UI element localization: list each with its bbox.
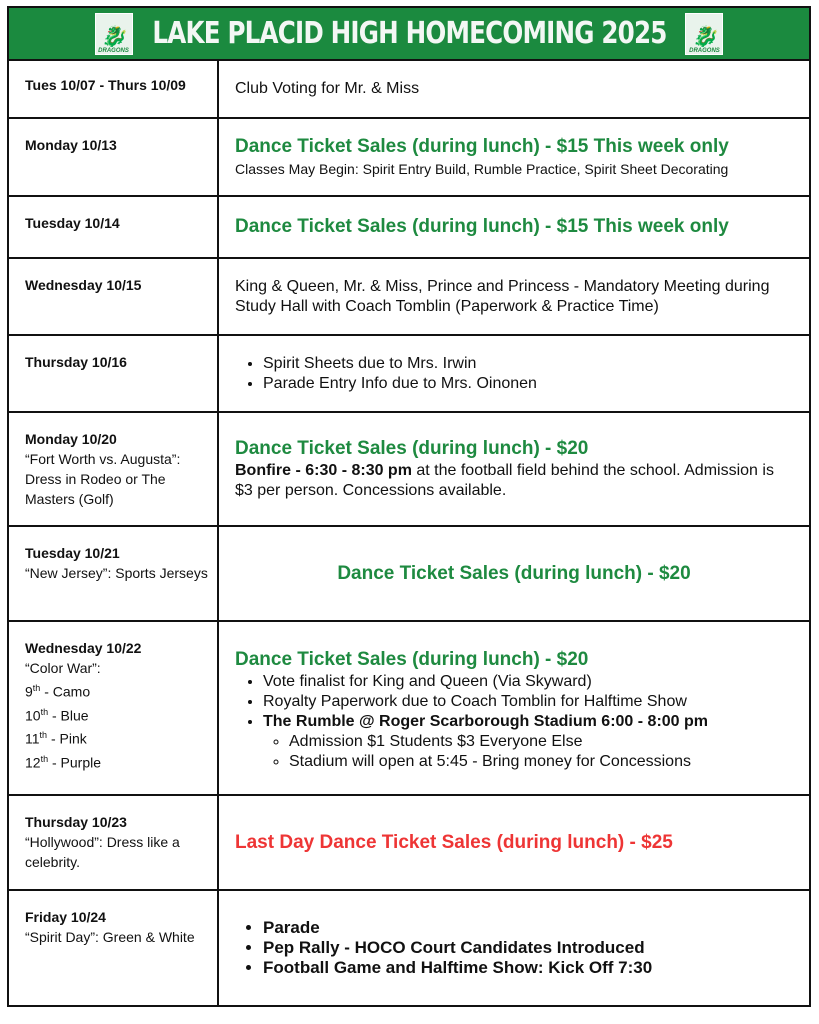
- dress-theme: “Color War”:: [25, 660, 101, 676]
- event-text: Club Voting for Mr. & Miss: [235, 80, 420, 97]
- title-banner: [9, 8, 809, 61]
- list-item: • Parade: [263, 918, 793, 938]
- ticket-sales-headline: Dance Ticket Sales (during lunch) - $20: [337, 562, 691, 584]
- event-detail: Classes May Begin: Spirit Entry Build, Rumble Practice, Spirit Sheet Decorating: [235, 161, 729, 177]
- date-label: Tuesday 10/14: [25, 215, 120, 231]
- date-label: Monday 10/13: [25, 137, 117, 153]
- schedule-row: [9, 413, 809, 527]
- page-title: LAKE PLACID HIGH HOMECOMING 2025: [151, 16, 667, 51]
- schedule-row: [9, 197, 809, 259]
- date-label: Wednesday 10/22: [25, 640, 142, 656]
- ticket-sales-headline: Dance Ticket Sales (during lunch) - $20: [235, 438, 589, 459]
- event-detail: at the football field behind the school. Admission is $3 per person. Concessions available.: [235, 462, 774, 499]
- date-label: Wednesday 10/15: [25, 277, 142, 293]
- list-item: • Pep Rally - HOCO Court Candidates Introduced: [263, 938, 793, 958]
- schedule-row: [9, 527, 809, 622]
- schedule-row: [9, 891, 809, 1005]
- schedule-row: [9, 622, 809, 796]
- sub-list-item: ◦ Admission $1 Students $3 Everyone Else: [289, 732, 793, 752]
- homecoming-schedule: [7, 6, 811, 1007]
- dress-theme: “Hollywood”: Dress like a celebrity.: [25, 834, 180, 870]
- date-label: Tuesday 10/21: [25, 545, 120, 561]
- schedule-row: [9, 61, 809, 119]
- last-day-headline: Last Day Dance Ticket Sales (during lunch) - $25: [235, 831, 673, 853]
- list-item: • Vote finalist for King and Queen (Via Skyward): [263, 672, 793, 692]
- dress-theme: “New Jersey”: Sports Jerseys: [25, 565, 208, 581]
- date-label: Friday 10/24: [25, 909, 106, 925]
- ticket-sales-headline: Dance Ticket Sales (during lunch) - $20: [235, 649, 589, 670]
- schedule-row: [9, 119, 809, 197]
- ticket-sales-headline: Dance Ticket Sales (during lunch) - $15 This week only: [235, 216, 729, 237]
- date-label: Thursday 10/16: [25, 354, 127, 370]
- date-label: Thursday 10/23: [25, 814, 127, 830]
- list-item: • The Rumble @ Roger Scarborough Stadium 6:00 - 8:00 pm ◦ Admission $1 Students $3 Everyone Else ◦ Stadium will open at 5:45 - Bring money for Concessions: [263, 712, 793, 772]
- dragon-logo-icon: 🐉 DRAGONS: [95, 13, 133, 55]
- date-label: Tues 10/07 - Thurs 10/09: [25, 77, 186, 93]
- list-item: • Parade Entry Info due to Mrs. Oinonen: [263, 374, 793, 394]
- sub-list-item: ◦ Stadium will open at 5:45 - Bring money for Concessions: [289, 752, 793, 772]
- grade-color: 9th - Camo: [25, 683, 91, 700]
- list-item: • Royalty Paperwork due to Coach Tomblin for Halftime Show: [263, 692, 793, 712]
- list-item: • Football Game and Halftime Show: Kick Off 7:30: [263, 958, 793, 978]
- grade-color: 11th - Pink: [25, 730, 87, 747]
- event-text: King & Queen, Mr. & Miss, Prince and Princess - Mandatory Meeting during Study Hall with Coach Tomblin (Paperwork & Practice Time): [235, 277, 770, 315]
- dragon-logo-icon: 🐉 DRAGONS: [685, 13, 723, 55]
- grade-color: 10th - Blue: [25, 706, 89, 724]
- schedule-row: [9, 259, 809, 336]
- schedule-row: [9, 336, 809, 413]
- dress-theme: “Fort Worth vs. Augusta”: Dress in Rodeo or The Masters (Golf): [25, 451, 181, 507]
- ticket-sales-headline: Dance Ticket Sales (during lunch) - $15 This week only: [235, 136, 729, 157]
- schedule-row: [9, 796, 809, 891]
- bonfire-label: Bonfire - 6:30 - 8:30 pm: [235, 462, 412, 479]
- dress-theme: “Spirit Day”: Green & White: [25, 929, 195, 945]
- date-label: Monday 10/20: [25, 431, 117, 447]
- list-item: • Spirit Sheets due to Mrs. Irwin: [263, 354, 793, 374]
- grade-color: 12th - Purple: [25, 753, 102, 771]
